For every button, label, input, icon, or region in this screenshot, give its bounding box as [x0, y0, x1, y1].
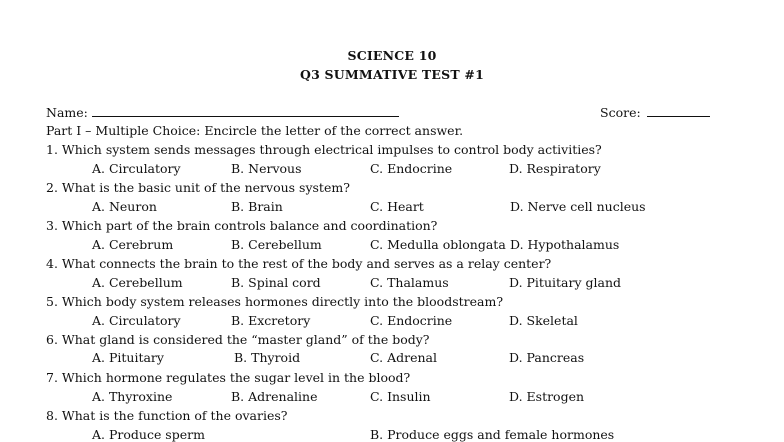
- option-4c[interactable]: C. Thalamus: [370, 275, 449, 290]
- option-7d[interactable]: D. Estrogen: [509, 389, 585, 404]
- score-blank[interactable]: [647, 104, 710, 117]
- option-6d[interactable]: D. Pancreas: [509, 350, 585, 365]
- option-5b[interactable]: B. Excretory: [231, 313, 311, 328]
- option-7c[interactable]: C. Insulin: [370, 389, 431, 404]
- option-3b[interactable]: B. Cerebellum: [231, 237, 322, 252]
- option-7b[interactable]: B. Adrenaline: [231, 389, 318, 404]
- option-5c[interactable]: C. Endocrine: [370, 313, 453, 328]
- option-1c[interactable]: C. Endocrine: [370, 161, 453, 176]
- question-2: 2. What is the basic unit of the nervous system?: [46, 180, 350, 195]
- option-2b[interactable]: B. Brain: [231, 199, 283, 214]
- option-1b[interactable]: B. Nervous: [231, 161, 302, 176]
- option-5d[interactable]: D. Skeletal: [509, 313, 578, 328]
- question-8: 8. What is the function of the ovaries?: [46, 408, 288, 423]
- option-6a[interactable]: A. Pituitary: [92, 350, 164, 365]
- question-1: 1. Which system sends messages through electrical impulses to control body activities?: [46, 142, 602, 157]
- name-label: Name:: [46, 105, 88, 120]
- option-4d[interactable]: D. Pituitary gland: [509, 275, 621, 290]
- name-blank[interactable]: [92, 104, 399, 117]
- option-2c[interactable]: C. Heart: [370, 199, 424, 214]
- option-6b[interactable]: B. Thyroid: [234, 350, 301, 365]
- option-2a[interactable]: A. Neuron: [92, 199, 157, 214]
- question-3: 3. Which part of the brain controls balance and coordination?: [46, 218, 438, 233]
- instructions: Part I – Multiple Choice: Encircle the letter of the correct answer.: [46, 123, 464, 138]
- score-field[interactable]: [600, 104, 710, 120]
- option-1d[interactable]: D. Respiratory: [509, 161, 601, 176]
- option-7a[interactable]: A. Thyroxine: [92, 389, 173, 404]
- option-2d[interactable]: D. Nerve cell nucleus: [510, 199, 646, 214]
- test-subtitle: Q3 SUMMATIVE TEST #1: [300, 67, 484, 82]
- name-field[interactable]: [46, 104, 399, 120]
- option-1a[interactable]: A. Circulatory: [92, 161, 181, 176]
- option-4b[interactable]: B. Spinal cord: [231, 275, 321, 290]
- option-3d[interactable]: D. Hypothalamus: [510, 237, 620, 252]
- question-6: 6. What gland is considered the “master gland” of the body?: [46, 332, 430, 347]
- option-3c[interactable]: C. Medulla oblongata: [370, 237, 506, 252]
- option-8a[interactable]: A. Produce sperm: [92, 427, 205, 442]
- score-label: Score:: [600, 105, 641, 120]
- question-4: 4. What connects the brain to the rest of the body and serves as a relay center?: [46, 256, 552, 271]
- option-5a[interactable]: A. Circulatory: [92, 313, 181, 328]
- option-4a[interactable]: A. Cerebellum: [92, 275, 183, 290]
- option-3a[interactable]: A. Cerebrum: [92, 237, 174, 252]
- question-5: 5. Which body system releases hormones directly into the bloodstream?: [46, 294, 504, 309]
- page-title: SCIENCE 10: [347, 48, 437, 63]
- question-7: 7. Which hormone regulates the sugar level in the blood?: [46, 370, 411, 385]
- option-6c[interactable]: C. Adrenal: [370, 350, 437, 365]
- option-8b[interactable]: B. Produce eggs and female hormones: [370, 427, 615, 442]
